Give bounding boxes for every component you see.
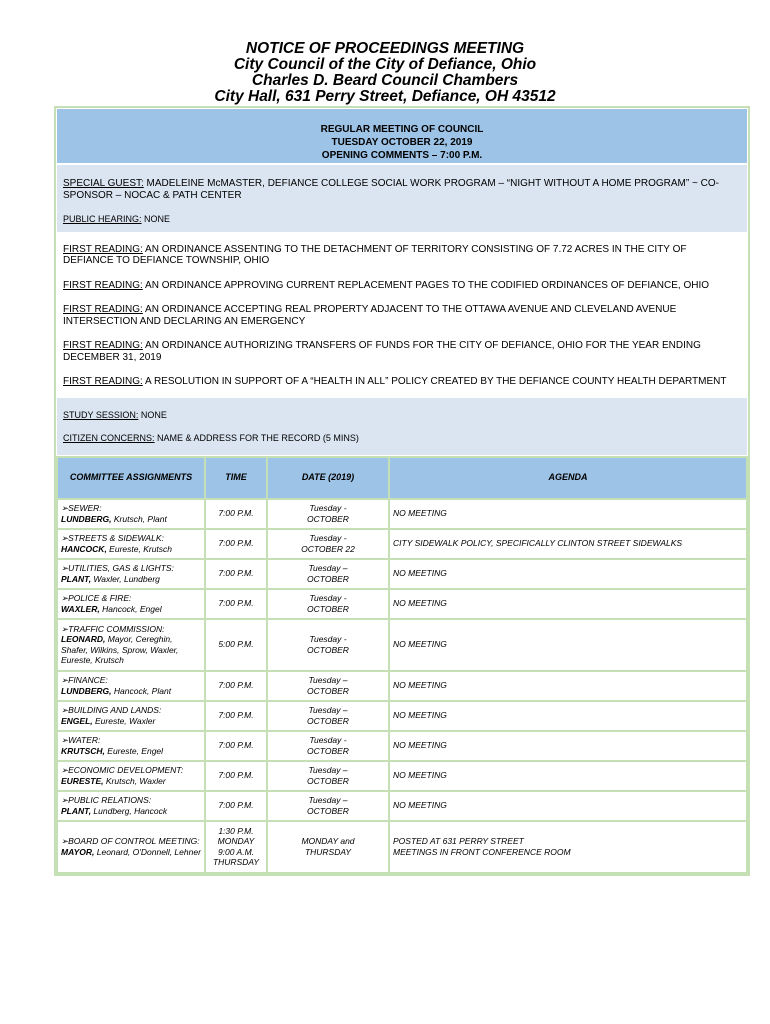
agenda-text: NO MEETING: [393, 710, 447, 721]
reading-text: AN ORDINANCE ACCEPTING REAL PROPERTY ADJACENT TO THE OTTAWA AVENUE AND CLEVELAND AVENUE INTERSECTION AND DECLARING AN EMERGENCY: [63, 304, 677, 327]
committee-name: ➢FINANCE:: [61, 675, 108, 685]
committee-members: Leonard, O'Donnell, Lehner: [94, 846, 201, 857]
committee-name: ➢BUILDING AND LANDS:: [61, 705, 162, 715]
time-cell: 5:00 P.M.: [206, 620, 266, 670]
committee-members: Eureste, Waxler: [92, 715, 156, 726]
committee-chair: PLANT,: [61, 805, 92, 816]
agenda-cell: [390, 672, 746, 700]
notice-title: NOTICE OF PROCEEDINGS MEETING: [245, 40, 525, 57]
agenda-text: NO MEETING: [393, 639, 447, 650]
header-date: DATE (2019): [268, 458, 388, 498]
committee-members: Krutsch, Waxler: [103, 775, 166, 786]
committee-members: Eureste, Engel: [104, 745, 164, 756]
agenda-text: NO MEETING: [393, 598, 447, 609]
committee-members: Lundberg, Hancock: [91, 805, 168, 816]
study-session-label: STUDY SESSION:: [63, 409, 139, 420]
agenda-cell: [390, 762, 746, 790]
header-time: TIME: [206, 458, 266, 498]
agenda-text: CITY SIDEWALK POLICY, SPECIFICALLY CLINTON STREET SIDEWALKS: [393, 538, 683, 549]
agenda-text: NO MEETING: [393, 508, 447, 519]
committee-chair: KRUTSCH,: [61, 745, 105, 756]
date-month: THURSDAY: [304, 846, 352, 857]
committee-cell: [58, 792, 204, 820]
meeting-title: REGULAR MEETING OF COUNCIL: [320, 124, 484, 135]
committee-cell: [58, 590, 204, 618]
special-guest: [63, 178, 739, 201]
agenda-cell: [390, 732, 746, 760]
committee-name: ➢TRAFFIC COMMISSION:: [61, 623, 165, 634]
date-cell: [268, 792, 388, 820]
committee-chair: MAYOR,: [61, 846, 95, 857]
reading-text: AN ORDINANCE ASSENTING TO THE DETACHMENT OF TERRITORY CONSISTING OF 7.72 ACRES IN THE CITY OF DEFIANCE TO DEFIANCE TOWNSHIP, OHIO: [63, 243, 687, 266]
table-row: [58, 500, 746, 528]
reading-item: [63, 340, 739, 363]
agenda-cell: [390, 702, 746, 730]
reading-item: [63, 280, 739, 292]
table-row: [58, 560, 746, 588]
date-month: OCTOBER: [307, 685, 349, 696]
agenda-text: NO MEETING: [393, 680, 447, 691]
header-agenda: AGENDA: [390, 458, 746, 498]
date-day: Tuesday -: [309, 503, 347, 513]
agenda-text: NO MEETING: [393, 770, 447, 781]
citizen-concerns-text: NAME & ADDRESS FOR THE RECORD (5 MINS): [154, 433, 359, 443]
table-row: [58, 822, 746, 872]
reading-item: [63, 244, 739, 267]
agenda-cell: [390, 792, 746, 820]
committee-chair: WAXLER,: [61, 603, 100, 614]
date-day: Tuesday -: [309, 593, 347, 603]
time-cell: 7:00 P.M.: [206, 792, 266, 820]
committee-cell: [58, 620, 204, 670]
committee-chair: LEONARD,: [61, 634, 106, 644]
reading-text: AN ORDINANCE AUTHORIZING TRANSFERS OF FUNDS FOR THE CITY OF DEFIANCE, OHIO FOR THE YEAR ENDING DECEMBER 31, 2019: [63, 340, 701, 363]
public-hearing-label: PUBLIC HEARING:: [63, 214, 142, 224]
committee-members: Hancock, Plant: [111, 685, 172, 696]
readings-section: [56, 233, 748, 397]
committee-cell: [58, 530, 204, 558]
committee-cell: [58, 762, 204, 790]
public-hearing: [63, 214, 739, 226]
date-cell: [268, 822, 388, 872]
date-day: Tuesday –: [308, 675, 348, 685]
special-guest-section: [56, 164, 748, 233]
city-hall-address: City Hall, 631 Perry Street, Defiance, OH 43512: [214, 88, 556, 105]
chambers-name: Charles D. Beard Council Chambers: [251, 72, 519, 89]
date-day: Tuesday -: [309, 634, 347, 644]
date-day: Tuesday –: [308, 563, 348, 573]
meeting-date: TUESDAY OCTOBER 22, 2019: [331, 137, 473, 148]
date-month: OCTOBER: [307, 513, 349, 524]
agenda-cell: [390, 530, 746, 558]
agenda-text: NO MEETING: [393, 740, 447, 751]
reading-label: FIRST READING:: [63, 340, 143, 351]
time-cell: 7:00 P.M.: [206, 702, 266, 730]
committee-cell: [58, 672, 204, 700]
date-day: Tuesday –: [308, 795, 348, 805]
date-month: OCTOBER: [307, 715, 349, 726]
committee-name: ➢STREETS & SIDEWALK:: [61, 533, 164, 543]
date-day: Tuesday –: [308, 705, 348, 715]
date-cell: [268, 560, 388, 588]
table-row: [58, 702, 746, 730]
date-cell: [268, 620, 388, 670]
date-month: OCTOBER: [307, 805, 349, 816]
agenda-text: NO MEETING: [393, 800, 447, 811]
date-cell: [268, 762, 388, 790]
time-cell: 7:00 P.M.: [206, 762, 266, 790]
committee-table: [56, 456, 748, 874]
reading-label: FIRST READING:: [63, 304, 143, 315]
committee-name: ➢POLICE & FIRE:: [61, 593, 132, 603]
reading-text: A RESOLUTION IN SUPPORT OF A “HEALTH IN ALL” POLICY CREATED BY THE DEFIANCE COUNTY HEALTH DEPARTMENT: [142, 376, 727, 387]
citizen-concerns: [63, 433, 739, 445]
time-cell: 7:00 P.M.: [206, 672, 266, 700]
committee-name: ➢UTILITIES, GAS & LIGHTS:: [61, 563, 174, 573]
table-header-row: [58, 458, 746, 498]
committee-cell: [58, 732, 204, 760]
reading-text: AN ORDINANCE APPROVING CURRENT REPLACEMENT PAGES TO THE CODIFIED ORDINANCES OF DEFIANCE, OHIO: [142, 279, 710, 291]
opening-comments: OPENING COMMENTS – 7:00 P.M.: [321, 150, 483, 161]
reading-label: FIRST READING:: [63, 243, 143, 255]
study-session-section: [56, 397, 748, 456]
study-session: [63, 410, 739, 422]
header-committee: COMMITTEE ASSIGNMENTS: [58, 458, 204, 498]
agenda-text: POSTED AT 631 PERRY STREET: [393, 836, 524, 846]
time-cell: 7:00 P.M.: [206, 530, 266, 558]
committee-cell: [58, 560, 204, 588]
citizen-concerns-label: CITIZEN CONCERNS:: [63, 433, 155, 443]
date-day: Tuesday –: [308, 765, 348, 775]
table-row: [58, 530, 746, 558]
agenda-note: MEETINGS IN FRONT CONFERENCE ROOM: [393, 846, 571, 857]
date-cell: [268, 530, 388, 558]
committee-name: ➢ECONOMIC DEVELOPMENT:: [61, 765, 184, 775]
committee-members: Krutsch, Plant: [111, 513, 167, 524]
special-guest-label: SPECIAL GUEST:: [63, 178, 144, 189]
meeting-banner: [56, 108, 748, 164]
committee-cell: [58, 822, 204, 872]
committee-chair: ENGEL,: [61, 715, 93, 726]
committee-name: ➢PUBLIC RELATIONS:: [61, 795, 152, 805]
agenda-cell: [390, 822, 746, 872]
table-row: [58, 762, 746, 790]
reading-label: FIRST READING:: [63, 376, 143, 387]
reading-item: [63, 304, 739, 327]
special-guest-text: MADELEINE McMASTER, DEFIANCE COLLEGE SOCIAL WORK PROGRAM – “NIGHT WITHOUT A HOME PROGRAM” ~ CO-SPONSOR – NOCAC & PATH CENTER: [63, 178, 719, 201]
committee-name: ➢WATER:: [61, 735, 101, 745]
committee-cell: [58, 702, 204, 730]
committee-cell: [58, 500, 204, 528]
date-month: OCTOBER: [307, 573, 349, 584]
date-month: OCTOBER: [307, 644, 349, 655]
reading-label: FIRST READING:: [63, 279, 143, 291]
date-day: Tuesday -: [309, 533, 347, 543]
date-day: Tuesday -: [309, 735, 347, 745]
time-cell: 7:00 P.M.: [206, 732, 266, 760]
study-session-text: NONE: [138, 409, 167, 420]
agenda-cell: [390, 590, 746, 618]
time-cell: 7:00 P.M.: [206, 590, 266, 618]
committee-chair: HANCOCK,: [61, 543, 107, 554]
agenda-cell: [390, 620, 746, 670]
public-hearing-text: NONE: [141, 214, 171, 224]
date-cell: [268, 590, 388, 618]
date-month: OCTOBER: [307, 745, 349, 756]
agenda-cell: [390, 560, 746, 588]
committee-chair: PLANT,: [61, 573, 92, 584]
agenda-cell: [390, 500, 746, 528]
date-month: OCTOBER: [307, 775, 349, 786]
notice-header: [0, 41, 770, 105]
committee-chair: EURESTE,: [61, 775, 104, 786]
table-row: [58, 620, 746, 670]
meeting-agenda: [54, 106, 750, 876]
time-cell: 7:00 P.M.: [206, 560, 266, 588]
committee-members: Waxler, Lundberg: [91, 573, 160, 584]
date-day: MONDAY and: [301, 836, 355, 846]
date-month: OCTOBER: [307, 603, 349, 614]
committee-chair: LUNDBERG,: [61, 513, 112, 524]
table-row: [58, 672, 746, 700]
date-cell: [268, 702, 388, 730]
committee-chair: LUNDBERG,: [61, 685, 112, 696]
reading-item: [63, 376, 739, 388]
committee-members: Mayor, Cereghin, Shafer, Wilkins, Sprow, Waxler, Eureste, Krutsch: [61, 634, 179, 665]
time-cell: 1:30 P.M. MONDAY 9:00 A.M. THURSDAY: [206, 822, 266, 872]
agenda-text: NO MEETING: [393, 568, 447, 579]
council-name: City Council of the City of Defiance, Ohio: [233, 56, 537, 73]
committee-name: ➢SEWER:: [61, 503, 102, 513]
committee-members: Hancock, Engel: [99, 603, 162, 614]
committee-members: Eureste, Krutsch: [106, 543, 173, 554]
table-row: [58, 590, 746, 618]
time-cell: 7:00 P.M.: [206, 500, 266, 528]
date-month: OCTOBER 22: [301, 543, 355, 554]
table-row: [58, 792, 746, 820]
date-cell: [268, 500, 388, 528]
table-row: [58, 732, 746, 760]
date-cell: [268, 672, 388, 700]
committee-name: ➢BOARD OF CONTROL MEETING:: [61, 836, 200, 846]
date-cell: [268, 732, 388, 760]
